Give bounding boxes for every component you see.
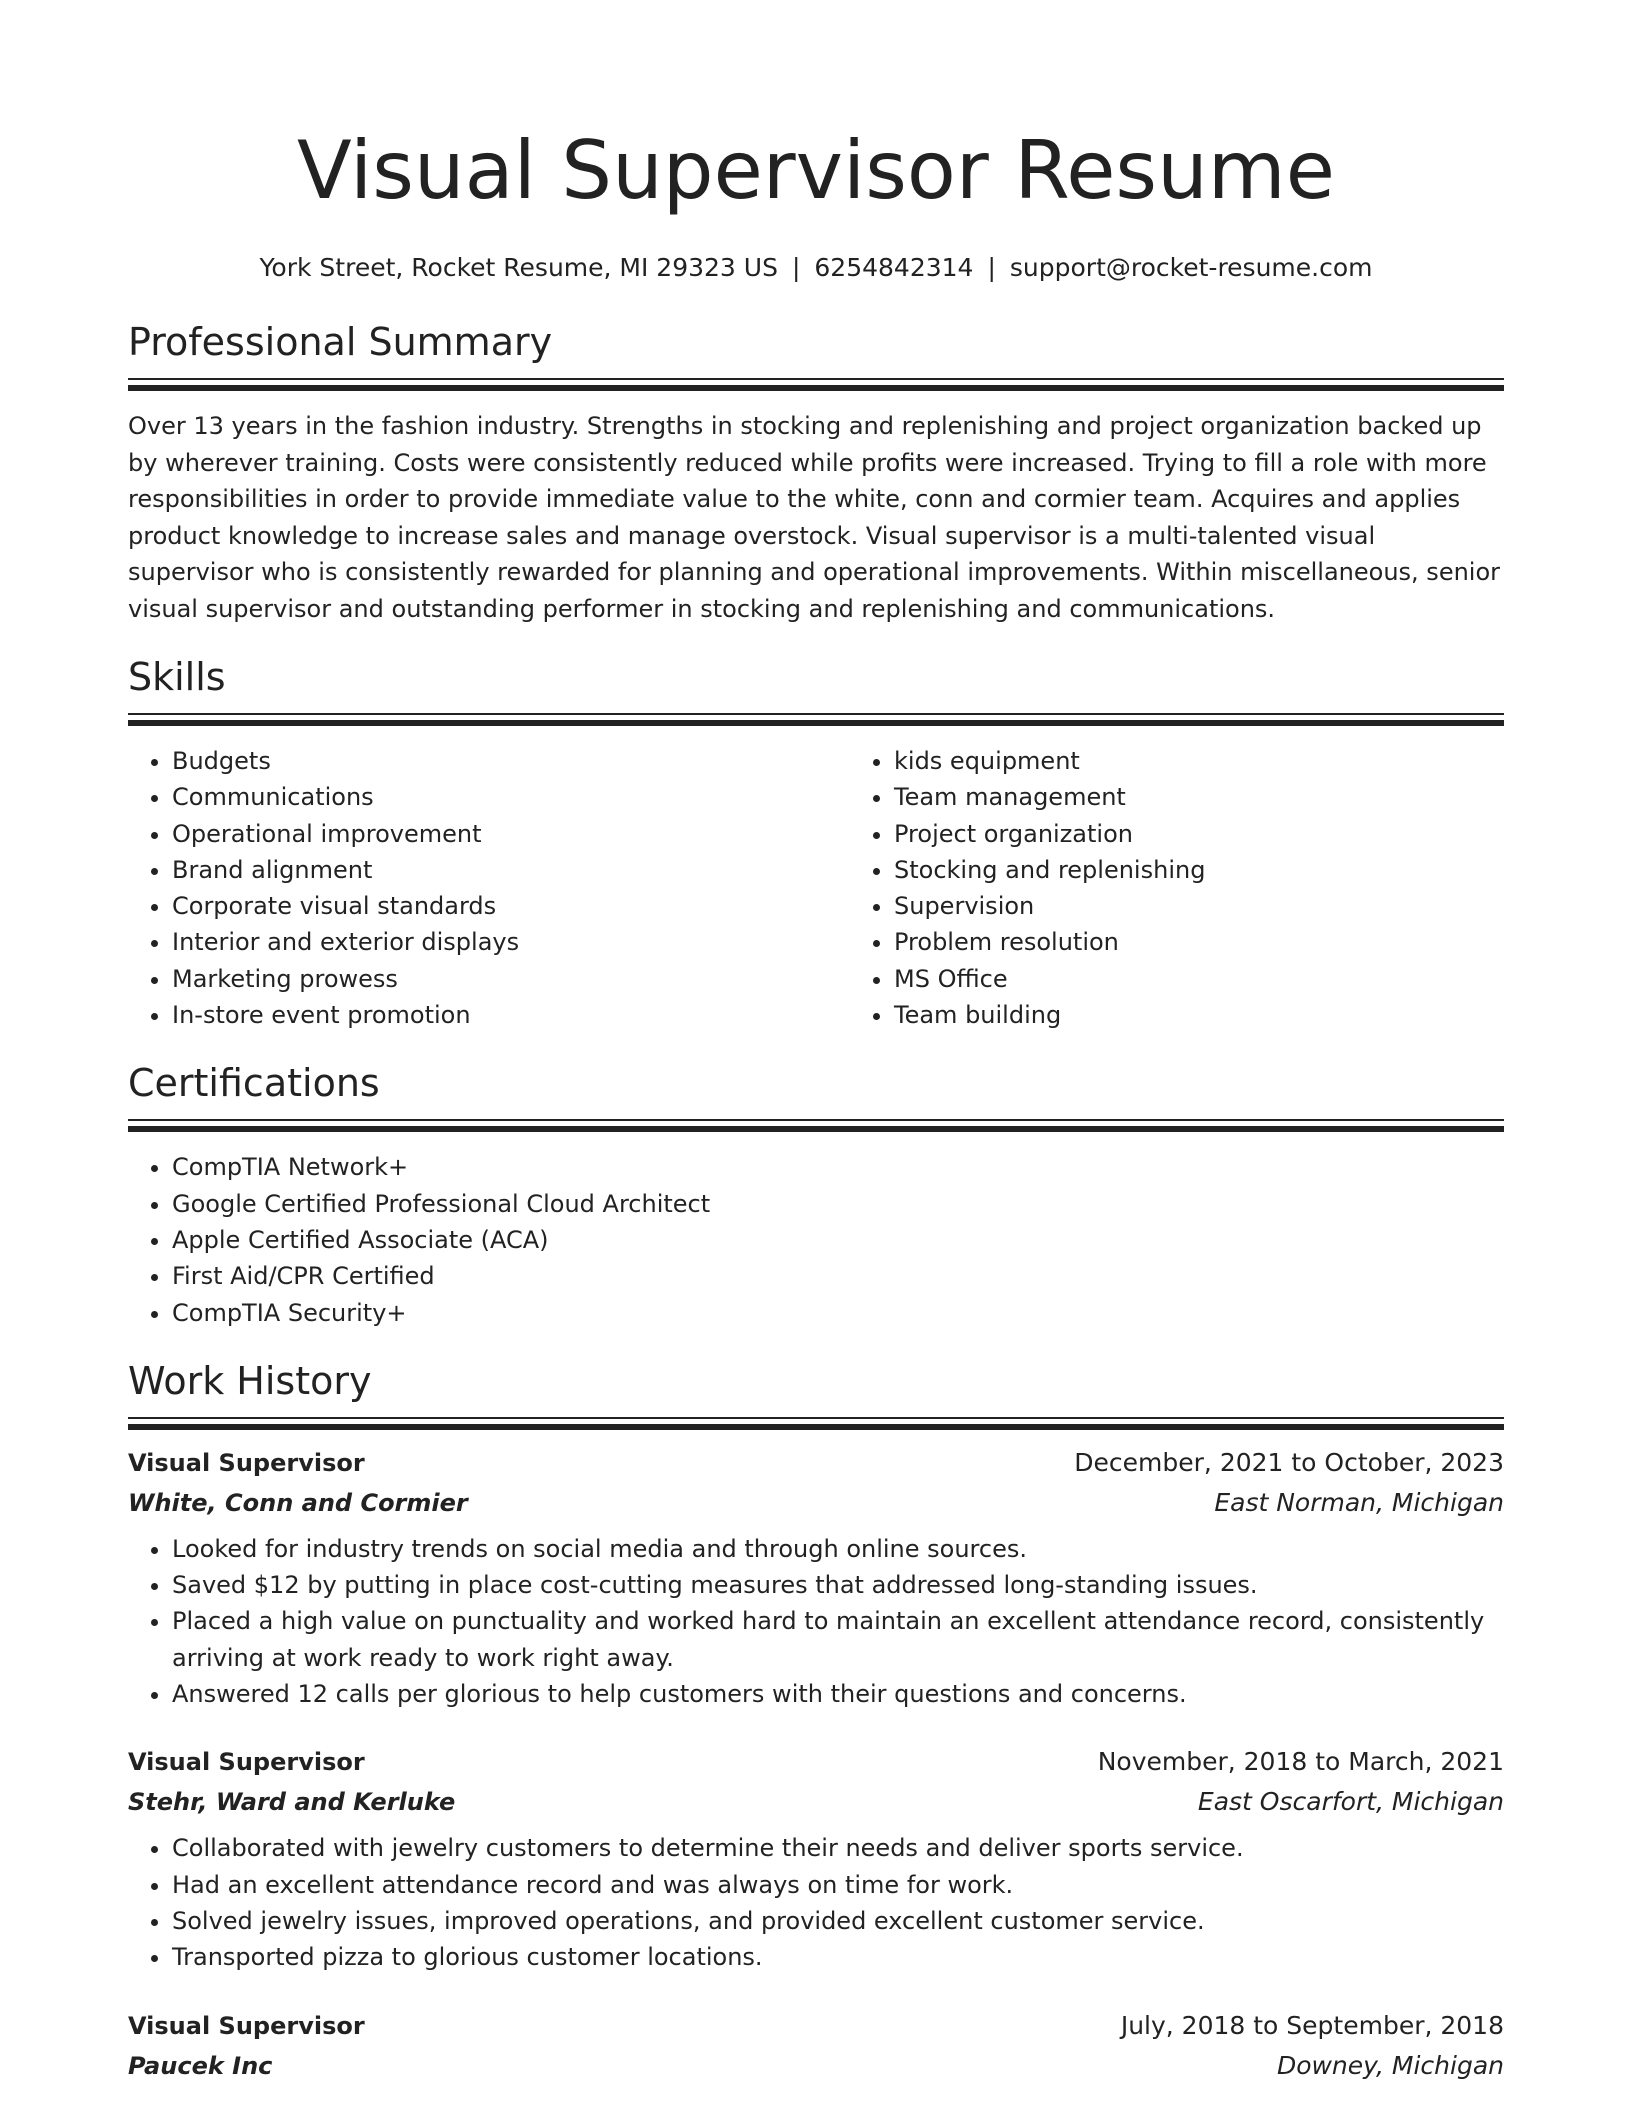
skills-section — [128, 653, 1504, 1033]
section-title-summary: Professional Summary — [128, 320, 553, 364]
job-bullet: • Transported pizza to glorious customer locations. — [172, 1939, 1504, 1975]
job-company: Paucek Inc — [128, 2051, 273, 2080]
skill-item: • Project organization — [894, 816, 1504, 852]
skills-list-left — [128, 743, 850, 1033]
job-location: East Norman, Michigan — [1214, 1487, 1504, 1517]
job-bullet: • Placed a high value on punctuality and worked hard to maintain an excellent attendance record, consistently arriving at work ready to work right away. — [172, 1603, 1504, 1676]
job-title: Visual Supervisor — [128, 1448, 365, 1477]
certifications-section — [128, 1059, 1504, 1330]
certification-item: • Apple Certified Associate (ACA) — [172, 1222, 1504, 1258]
certification-item: • CompTIA Security+ — [172, 1295, 1504, 1331]
contact-separator: | — [791, 253, 801, 282]
job-title: Visual Supervisor — [128, 2011, 365, 2040]
skill-item: • Budgets — [172, 743, 850, 779]
contact-address: York Street, Rocket Resume, MI 29323 US — [259, 253, 778, 282]
skill-item: • Corporate visual standards — [172, 888, 850, 924]
job-subheader — [128, 1483, 1504, 1523]
skill-item: • Problem resolution — [894, 924, 1504, 960]
section-title-certifications: Certifications — [128, 1061, 380, 1106]
work-history-section — [128, 1357, 1504, 2086]
contact-email: support@rocket-resume.com — [1009, 253, 1373, 282]
job-bullet: • Had an excellent attendance record and was always on time for work. — [172, 1867, 1504, 1903]
job-subheader — [128, 2046, 1504, 2086]
skills-list-right — [850, 743, 1504, 1033]
job-bullet: • Solved jewelry issues, improved operations, and provided excellent customer service. — [172, 1903, 1504, 1939]
skill-item: • Operational improvement — [172, 816, 850, 852]
skill-item: • Team management — [894, 779, 1504, 815]
skill-item: • Marketing prowess — [172, 961, 850, 997]
job-bullets — [128, 1531, 1504, 1712]
job-company: Stehr, Ward and Kerluke — [128, 1788, 456, 1817]
job-bullets — [128, 1830, 1504, 1975]
contact-phone: 6254842314 — [814, 253, 974, 282]
certifications-list — [128, 1149, 1504, 1330]
job-bullet: • Answered 12 calls per glorious to help customers with their questions and concerns. — [172, 1676, 1504, 1712]
job-bullet: • Saved $12 by putting in place cost-cutting measures that addressed long-standing issues. — [172, 1567, 1504, 1603]
job-entry — [128, 1443, 1504, 1712]
section-divider — [128, 378, 1504, 394]
job-entry — [128, 1742, 1504, 1975]
job-bullet: • Collaborated with jewelry customers to determine their needs and deliver sports service. — [172, 1830, 1504, 1866]
job-dates: November, 2018 to March, 2021 — [1097, 1747, 1504, 1777]
resume-title: Visual Supervisor Resume — [297, 124, 1335, 217]
job-entry — [128, 2006, 1504, 2086]
job-dates: July, 2018 to September, 2018 — [1120, 2010, 1504, 2040]
job-location: East Oscarfort, Michigan — [1197, 1787, 1504, 1817]
skill-item: • Supervision — [894, 888, 1504, 924]
job-header — [128, 1742, 1504, 1782]
skills-grid — [128, 743, 1504, 1033]
section-divider — [128, 1417, 1504, 1433]
job-header — [128, 2006, 1504, 2046]
certification-item: • Google Certified Professional Cloud Architect — [172, 1186, 1504, 1222]
certification-item: • First Aid/CPR Certified — [172, 1258, 1504, 1294]
skill-item: • In-store event promotion — [172, 997, 850, 1033]
certification-item: • CompTIA Network+ — [172, 1149, 1504, 1185]
section-divider — [128, 713, 1504, 729]
summary-text: Over 13 years in the fashion industry. Strengths in stocking and replenishing and project organization backed up by wherever training. Costs were consistently reduced while profits were increased. Trying to fill a role with more responsibilities in order to provide immediate value to the white, conn and cormier team. Acquires and applies product knowledge to increase sales and manage overstock. Visual supervisor is a multi-talented visual supervisor who is consistently rewarded for planning and operational improvements. Within miscellaneous, senior visual supervisor and outstanding performer in stocking and replenishing and communications. — [128, 412, 1501, 623]
section-divider — [128, 1119, 1504, 1135]
skill-item: • Communications — [172, 779, 850, 815]
skill-item: • Interior and exterior displays — [172, 924, 850, 960]
job-header — [128, 1443, 1504, 1483]
contact-separator: | — [987, 253, 996, 282]
job-dates: December, 2021 to October, 2023 — [1074, 1447, 1504, 1477]
job-company: White, Conn and Cormier — [128, 1488, 468, 1517]
job-location: Downey, Michigan — [1276, 2050, 1504, 2080]
skill-item: • Team building — [894, 997, 1504, 1033]
section-title-skills: Skills — [128, 655, 226, 699]
summary-section — [128, 318, 1504, 627]
job-subheader — [128, 1782, 1504, 1822]
skill-item: • kids equipment — [894, 743, 1504, 779]
skill-item: • Brand alignment — [172, 852, 850, 888]
job-title: Visual Supervisor — [128, 1748, 365, 1777]
job-bullet: • Looked for industry trends on social media and through online sources. — [172, 1531, 1504, 1567]
skill-item: • MS Office — [894, 961, 1504, 997]
skill-item: • Stocking and replenishing — [894, 852, 1504, 888]
contact-line — [128, 251, 1504, 285]
section-title-work-history: Work History — [128, 1358, 372, 1403]
